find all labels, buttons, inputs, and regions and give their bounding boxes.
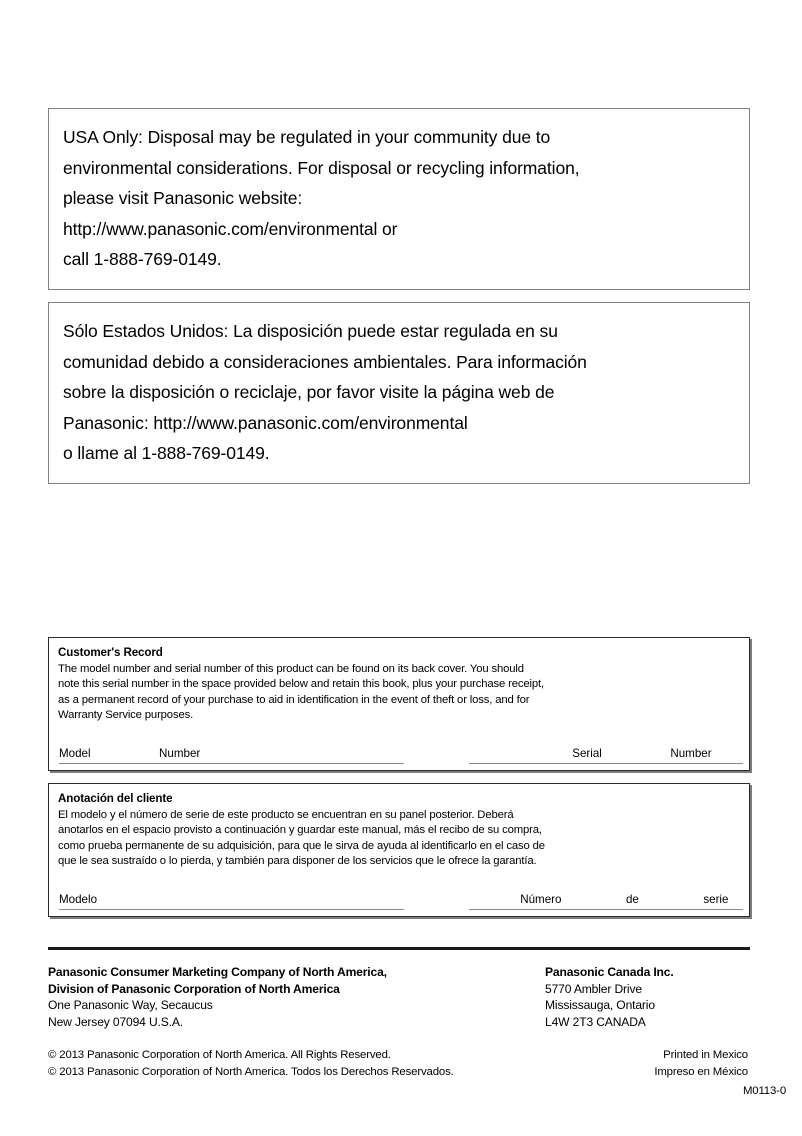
record-blanks-row xyxy=(58,738,740,764)
record-body-line: que le sea sustraído o lo pierda, y también para disponer de los servicios que le ofrece la garantía. xyxy=(58,855,537,868)
address-line: Panasonic Canada Inc. xyxy=(545,965,674,979)
anotacion-del-cliente-title: Anotación del cliente xyxy=(58,792,173,805)
model-label: Model xyxy=(59,746,91,760)
record-body-line: The model number and serial number of this product can be found on its back cover. You should xyxy=(58,663,524,675)
printed-in-text-en: Printed in Mexico xyxy=(663,1049,748,1061)
copyright-row xyxy=(48,1064,764,1081)
serial-number-blank[interactable] xyxy=(469,745,743,764)
number-label: Number xyxy=(670,746,712,760)
address-line: One Panasonic Way, Secaucus xyxy=(48,998,213,1013)
printed-in-text-es: Impreso en México xyxy=(654,1065,748,1078)
notice-line: Sólo Estados Unidos: La disposición puede estar regulada en su xyxy=(63,321,558,341)
record-body-line: note this serial number in the space provided below and retain this book, plus your purchase receipt, xyxy=(58,678,544,691)
record-body-line: El modelo y el número de serie de este producto se encuentran en su panel posterior. Deberá xyxy=(58,809,514,821)
de-label: de xyxy=(625,892,639,906)
notice-line: please visit Panasonic website: xyxy=(63,188,303,208)
copyright-block xyxy=(48,1047,764,1080)
number-label: Number xyxy=(159,746,201,760)
copyright-text-en: © 2013 Panasonic Corporation of North America. All Rights Reserved. xyxy=(48,1049,391,1061)
modelo-label: Modelo xyxy=(59,892,98,906)
address-line: Panasonic Consumer Marketing Company of North America, xyxy=(48,965,387,979)
canada-address-block xyxy=(545,964,765,1031)
address-line: Mississauga, Ontario xyxy=(545,998,655,1013)
spanish-disposal-notice-box xyxy=(48,302,750,484)
notice-line-phone: o llame al 1-888-769-0149. xyxy=(63,443,270,463)
anotacion-del-cliente-box xyxy=(48,783,750,917)
notice-line: comunidad debido a consideraciones ambientales. Para información xyxy=(63,351,587,372)
notice-line: sobre la disposición o reciclaje, por favor visite la página web de xyxy=(63,382,555,402)
notice-line-url: http://www.panasonic.com/environmental or xyxy=(63,218,398,239)
customers-record-title: Customer's Record xyxy=(58,646,163,659)
usa-disposal-notice-box xyxy=(48,108,750,290)
notice-line: USA Only: Disposal may be regulated in your community due to xyxy=(63,127,551,147)
record-body-line: anotarlos en el espacio provisto a continuación y guardar este manual, más el recibo de su compra, xyxy=(58,824,542,837)
numero-label: Número xyxy=(520,892,562,906)
copyright-text-es: © 2013 Panasonic Corporation of North America. Todos los Derechos Reservados. xyxy=(48,1065,454,1078)
address-line: New Jersey 07094 U.S.A. xyxy=(48,1015,184,1030)
serie-label: serie xyxy=(703,892,729,906)
usa-address-block xyxy=(48,964,548,1031)
footer-divider xyxy=(48,947,750,950)
document-code: M0113-0 xyxy=(742,1085,786,1097)
record-body-line: as a permanent record of your purchase to aid in identification in the event of theft or loss, and for xyxy=(58,693,530,706)
record-body-line: como prueba permanente de su adquisición, para que le sirva de ayuda al identificarlo en el caso de xyxy=(58,839,545,852)
copyright-row xyxy=(48,1047,764,1064)
model-number-blank[interactable] xyxy=(59,745,404,764)
address-line: L4W 2T3 CANADA xyxy=(545,1015,646,1030)
customers-record-box xyxy=(48,637,750,771)
numero-de-serie-blank[interactable] xyxy=(469,891,743,910)
notice-line: environmental considerations. For disposal or recycling information, xyxy=(63,157,580,178)
record-blanks-row xyxy=(58,884,740,910)
address-line: Division of Panasonic Corporation of North America xyxy=(48,981,340,996)
serial-label: Serial xyxy=(572,746,602,760)
notice-line-phone: call 1-888-769-0149. xyxy=(63,249,222,269)
record-body-line: Warranty Service purposes. xyxy=(58,709,194,722)
modelo-blank[interactable] xyxy=(59,891,404,910)
notice-line-url: Panasonic: http://www.panasonic.com/environmental xyxy=(63,412,468,433)
address-line: 5770 Ambler Drive xyxy=(545,981,642,996)
